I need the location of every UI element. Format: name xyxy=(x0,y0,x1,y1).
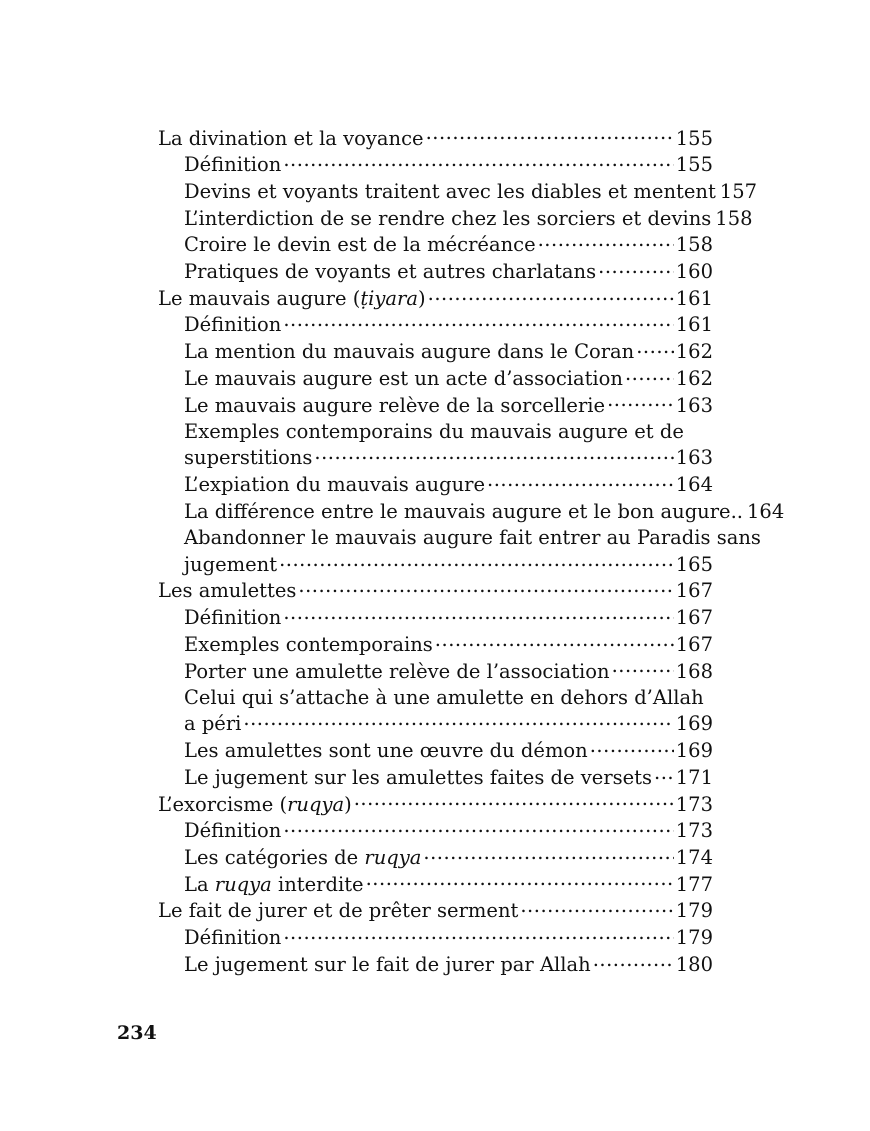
toc-subsection-entry xyxy=(158,844,713,871)
toc-entry-title-text: Porter une amulette relève de l’association xyxy=(184,659,610,683)
toc-entry-page: 162 xyxy=(675,366,713,390)
toc-entry-page: 155 xyxy=(675,126,713,150)
toc-entry-title xyxy=(184,206,711,232)
toc-entry-page: 163 xyxy=(675,393,713,417)
toc-entry-title xyxy=(184,312,281,338)
toc-entry-title-text: La mention du mauvais augure dans le Coran xyxy=(184,340,635,364)
toc-subsection-entry xyxy=(158,951,713,978)
toc-entry-title-text: Croire le devin est de la mécréance xyxy=(184,233,536,257)
toc-entry-title xyxy=(184,232,536,258)
dot-leader xyxy=(279,551,674,571)
dot-leader xyxy=(283,925,673,945)
toc-subsection-entry xyxy=(158,392,713,419)
toc-entry-wrap-line: Exemples contemporains du mauvais augure et de xyxy=(184,419,684,443)
toc-entry-title xyxy=(158,286,426,312)
toc-entry-page: 167 xyxy=(675,579,713,603)
toc-subsection-entry xyxy=(158,871,713,898)
dot-leader xyxy=(354,791,674,811)
toc-section-entry xyxy=(158,285,713,312)
toc-entry-title-text: L’exorcisme ( xyxy=(158,792,288,816)
toc-entry-title-text: Définition xyxy=(184,926,282,950)
dot-leader xyxy=(283,605,673,625)
toc-subsection-entry xyxy=(158,365,713,392)
toc-entry-wrap-line: Abandonner le mauvais augure fait entrer au Paradis sans xyxy=(184,526,761,550)
toc-entry-title-text: La xyxy=(184,872,215,896)
toc-entry-title xyxy=(184,605,281,631)
toc-entry-page: 161 xyxy=(675,313,713,337)
toc-subsection-entry xyxy=(158,498,785,525)
toc-entry-title xyxy=(158,578,296,604)
toc-entry-title xyxy=(184,472,485,498)
toc-section-entry xyxy=(158,578,713,605)
toc-entry-page: 164 xyxy=(675,473,713,497)
toc-subsection-entry xyxy=(158,205,753,232)
toc-entry-page: 158 xyxy=(715,206,753,230)
dot-leader xyxy=(593,951,674,971)
toc-entry-title xyxy=(184,339,634,365)
toc-subsection-entry xyxy=(158,711,713,738)
toc-entry-page: 173 xyxy=(675,819,713,843)
toc-entry-title xyxy=(184,259,596,285)
toc-entry-page: 169 xyxy=(675,739,713,763)
dot-leader xyxy=(283,152,673,172)
toc-subsection-entry xyxy=(158,551,713,578)
toc-entry-title-text: L’interdiction de se rendre chez les sorciers et devins xyxy=(184,206,712,230)
toc-entry-title-italic: ruqya xyxy=(214,872,272,896)
toc-entry-page: 179 xyxy=(675,899,713,923)
table-of-contents xyxy=(158,125,785,978)
toc-section-entry xyxy=(158,125,713,152)
dot-leader xyxy=(654,764,674,784)
toc-entry-title-text: Le mauvais augure relève de la sorcellerie xyxy=(184,393,606,417)
toc-subsection-entry xyxy=(158,232,713,259)
toc-entry-title xyxy=(184,818,281,844)
toc-entry-title-text: Définition xyxy=(184,606,282,630)
dot-leader xyxy=(538,232,674,252)
toc-entry-title-text: superstitions xyxy=(184,446,313,470)
toc-entry-page: 157 xyxy=(719,179,758,203)
toc-entry-page: 171 xyxy=(675,765,713,789)
toc-entry-page: 167 xyxy=(675,632,713,656)
toc-entry-page: 165 xyxy=(675,552,713,576)
toc-entry-page: 168 xyxy=(675,659,713,683)
toc-entry-title-text: Pratiques de voyants et autres charlatans xyxy=(184,260,597,284)
toc-entry-page: 158 xyxy=(675,233,713,257)
dot-leader xyxy=(428,285,674,305)
toc-entry-title xyxy=(184,845,421,871)
dot-leader xyxy=(366,871,674,891)
dot-leader xyxy=(590,738,674,758)
toc-entry-title xyxy=(184,925,281,951)
toc-subsection-entry xyxy=(158,259,713,286)
toc-entry-title-text: jugement xyxy=(184,552,278,576)
toc-entry-title-italic: ṭiyara xyxy=(360,286,419,310)
dot-leader xyxy=(520,898,673,918)
toc-entry-wrap-line: Celui qui s’attache à une amulette en dehors d’Allah xyxy=(184,685,704,709)
dot-leader xyxy=(314,445,673,465)
dot-leader xyxy=(607,392,674,412)
toc-subsection-entry xyxy=(158,312,713,339)
toc-entry-title-text: Devins et voyants traitent avec les diables et mentent xyxy=(184,179,716,203)
toc-entry-title-text: Définition xyxy=(184,819,282,843)
toc-subsection-entry xyxy=(158,152,713,179)
toc-subsection-entry xyxy=(158,658,713,685)
toc-subsection-entry xyxy=(158,738,713,765)
toc-entry-title xyxy=(184,152,281,178)
toc-entry-title xyxy=(184,659,610,685)
toc-entry-title-text: Les amulettes xyxy=(158,579,297,603)
toc-entry-title xyxy=(184,711,241,737)
dot-leader xyxy=(435,631,674,651)
toc-entry-title-after: ) xyxy=(344,792,352,816)
toc-entry-title-text: Le jugement sur le fait de jurer par Allah xyxy=(184,952,591,976)
toc-entry-title xyxy=(184,366,623,392)
dot-leader xyxy=(423,844,673,864)
toc-subsection-entry xyxy=(158,339,713,366)
dot-leader xyxy=(625,365,674,385)
toc-entry-title-text: La divination et la voyance xyxy=(158,126,424,150)
toc-entry-title-text: Les catégories de xyxy=(184,845,365,869)
dot-leader xyxy=(612,658,674,678)
toc-entry-title xyxy=(184,393,605,419)
toc-entry-page: 173 xyxy=(675,792,713,816)
toc-entry-title xyxy=(184,552,277,578)
toc-entry-page: 180 xyxy=(675,952,713,976)
toc-entry-title xyxy=(184,499,743,525)
toc-entry-title xyxy=(184,632,433,658)
dot-leader xyxy=(426,125,674,145)
toc-subsection-entry xyxy=(158,472,713,499)
dot-leader xyxy=(487,472,674,492)
toc-entry-page: 169 xyxy=(675,712,713,736)
toc-entry-title-text: a péri xyxy=(184,712,242,736)
toc-entry-title xyxy=(184,872,364,898)
toc-entry-page: 179 xyxy=(675,926,713,950)
toc-entry-title xyxy=(184,952,591,978)
toc-subsection-entry xyxy=(158,631,713,658)
toc-entry-title-text: Définition xyxy=(184,153,282,177)
dot-leader xyxy=(243,711,673,731)
toc-entry-page: 164 xyxy=(747,499,785,523)
toc-entry-page: 155 xyxy=(675,153,713,177)
toc-entry-title-text: Exemples contemporains xyxy=(184,632,433,656)
toc-subsection-entry xyxy=(158,925,713,952)
toc-entry-title xyxy=(184,179,716,205)
toc-entry-page: 167 xyxy=(675,606,713,630)
toc-entry-page: 163 xyxy=(675,446,713,470)
toc-entry-page: 177 xyxy=(675,872,713,896)
toc-entry-title xyxy=(158,792,352,818)
toc-subsection-entry xyxy=(158,605,713,632)
toc-entry-title xyxy=(184,765,652,791)
toc-subsection-entry xyxy=(158,445,713,472)
toc-entry-title-text: Le jugement sur les amulettes faites de versets xyxy=(184,765,653,789)
toc-entry-title xyxy=(184,738,588,764)
toc-entry-title-text: Les amulettes sont une œuvre du démon xyxy=(184,739,588,763)
toc-entry-page: 174 xyxy=(675,845,713,869)
toc-entry-title-after: interdite xyxy=(271,872,364,896)
toc-entry-title-italic: ruqya xyxy=(364,845,422,869)
dot-leader xyxy=(298,578,673,598)
toc-entry-title-text: Le mauvais augure est un acte d’association xyxy=(184,366,623,390)
toc-entry-page: 162 xyxy=(675,340,713,364)
toc-entry-title xyxy=(158,126,424,152)
dot-leader xyxy=(636,339,674,359)
toc-entry-page: 161 xyxy=(675,286,713,310)
toc-section-entry xyxy=(158,791,713,818)
toc-entry-title-text: La différence entre le mauvais augure et le bon augure.. xyxy=(184,499,743,523)
toc-entry-title-text: Définition xyxy=(184,313,282,337)
toc-entry-title-text: L’expiation du mauvais augure xyxy=(184,473,486,497)
toc-entry-title xyxy=(184,445,312,471)
toc-entry-title-text: Le mauvais augure ( xyxy=(158,286,361,310)
toc-entry-page: 160 xyxy=(675,260,713,284)
toc-entry-title-italic: ruqya xyxy=(287,792,345,816)
toc-subsection-entry xyxy=(158,818,713,845)
toc-entry-title-text: Le fait de jurer et de prêter serment xyxy=(158,899,519,923)
toc-subsection-entry xyxy=(158,764,713,791)
page-number: 234 xyxy=(117,1022,157,1044)
dot-leader xyxy=(598,259,674,279)
dot-leader xyxy=(283,818,673,838)
toc-section-entry xyxy=(158,898,713,925)
toc-subsection-entry xyxy=(158,178,758,205)
toc-entry-title xyxy=(158,898,518,924)
toc-entry-title-after: ) xyxy=(418,286,426,310)
dot-leader xyxy=(283,312,673,332)
